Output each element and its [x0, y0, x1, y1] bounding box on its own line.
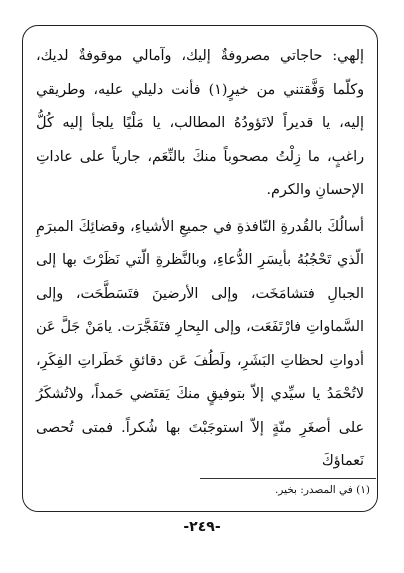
supplication-paragraph-2: أسالُكَ بالقُدرةِ النّافذةِ في جميعِ الأشياءِ، وقضائِكَ المبرَمِ الّذي تَحْجُبُهُ بأيسَرِ الدُّعاءِ، وبالنَّظرةِ الّتي نَظَرْتَ بها إلى الجبالِ فتشامَخَت، وإلى الأرضينَ فتَسَطَّحَت، وإلى السَّماواتِ فارْتَفَعَت، وإلى البِحارِ فتَفَجَّرَت. يامَنْ جَلَّ عَن أدواتِ لحظاتِ البَشَرِ، ولَطُفَ عَن دقائقِ خَطَراتِ الفِكَرِ، لاتُحْمَدُ يا سيِّدي إلاّ بتوفيقٍ منكَ يَقتَضي حَمداً، ولاتُشكَرُ على أصغَرِ منّةٍ إلاّ استوجَبْتَ بها شُكراً. فمتى تُحصى نَعماؤكَ — [36, 218, 364, 469]
supplication-paragraph-1: إلهي: حاجاتي مصروفةٌ إليك، وآمالي موقوفةٌ لديك، وكلّما وَفَّقتني من خيرٍ(١) فأنت دليلي عليه، وطريقي إليه، يا قديراً لاتَؤودُهُ المطالب، يا مَلْيًا يلجأ إليه كُلُّ راغبٍ، ما زِلْتُ مصحوباً منكَ بالنِّعَم، جارياً على عاداتِ الإحسانِ والكرم. — [36, 48, 365, 198]
footnote-divider — [200, 478, 376, 479]
footnote: (١) في المصدر: بخير. — [274, 484, 370, 496]
body-text — [36, 40, 364, 479]
page-number: -٢٤٩- — [183, 519, 221, 535]
